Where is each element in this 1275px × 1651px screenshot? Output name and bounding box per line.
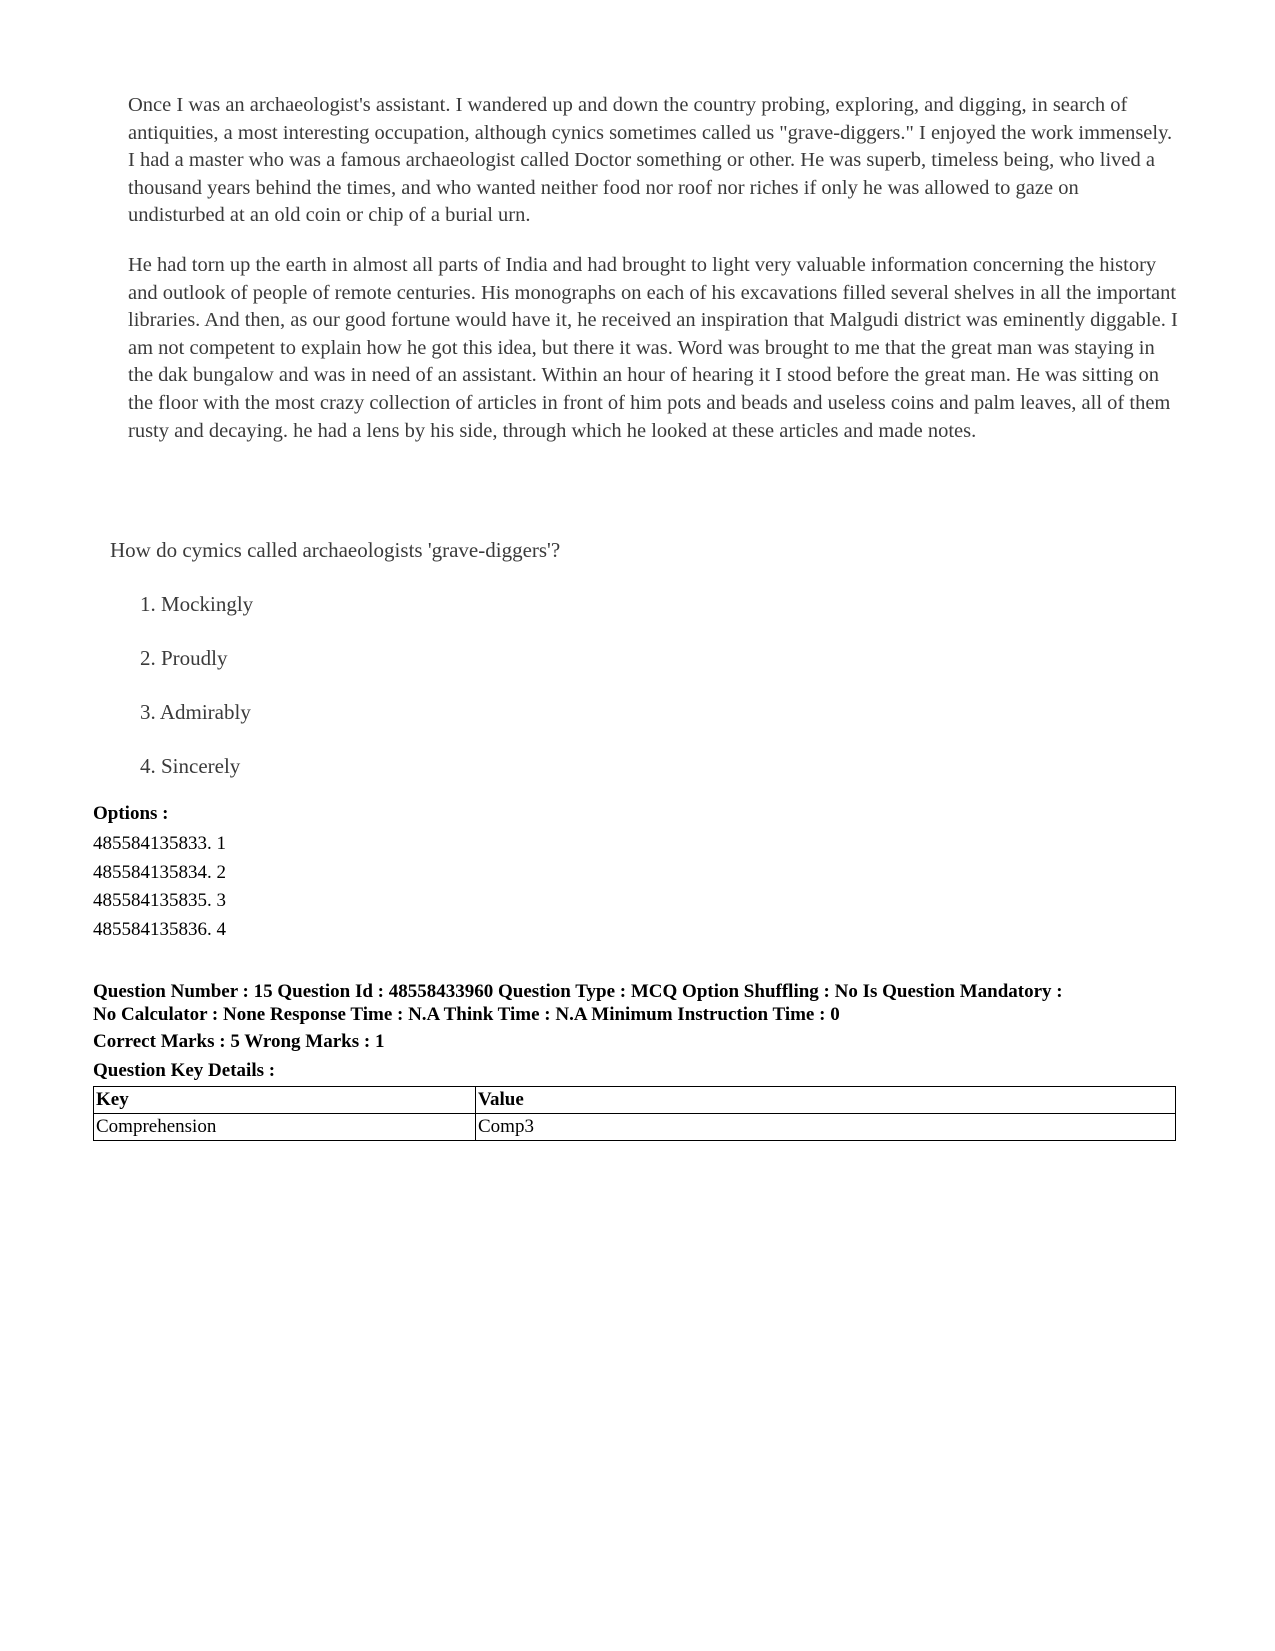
choice-item: 2. Proudly: [140, 646, 228, 670]
row-key: Comprehension: [94, 1114, 476, 1141]
key-details-label: Question Key Details :: [93, 1060, 276, 1081]
key-details-table: [93, 1086, 1176, 1141]
question-text: How do cymics called archaeologists 'grave-diggers'?: [110, 538, 561, 562]
answer-choices: [140, 592, 253, 808]
option-id-row: 485584135836. 4: [93, 918, 226, 940]
table-row: [94, 1114, 1176, 1141]
header-key: Key: [94, 1087, 476, 1114]
passage-paragraph-2: He had torn up the earth in almost all parts of India and had brought to light very valuable information concerning the history and outlook of people of remote centuries. His monographs on each of his excavations filled several shelves in all the important libraries. And then, as our good fortune would have it, he received an inspiration that Malgudi district was eminently diggable. I am not competent to explain how he got this idea, but there it was. Word was brought to me that the great man was staying in the dak bungalow and was in need of an assistant. Within an hour of hearing it I stood before the great man. He was sitting on the floor with the most crazy collection of articles in front of him pots and beads and useless coins and palm leaves, all of them rusty and decaying. he had a lens by his side, through which he looked at these articles and made notes.: [128, 253, 1178, 442]
choice-item: 4. Sincerely: [140, 754, 241, 778]
choice-item: 3. Admirably: [140, 700, 251, 724]
options-label: Options :: [93, 803, 169, 824]
metadata-line-1: Question Number : 15 Question Id : 48558433960 Question Type : MCQ Option Shuffling : No Is Question Mandatory :: [93, 981, 1063, 1002]
marks-line: Correct Marks : 5 Wrong Marks : 1: [93, 1031, 385, 1052]
header-value: Value: [476, 1087, 1176, 1114]
table-header-row: [94, 1087, 1176, 1114]
comprehension-passage: [128, 92, 1178, 467]
choice-item: 1. Mockingly: [140, 592, 254, 616]
row-value: Comp3: [476, 1114, 1176, 1141]
option-id-row: 485584135835. 3: [93, 890, 226, 911]
option-id-row: 485584135834. 2: [93, 861, 226, 883]
metadata-line-2: No Calculator : None Response Time : N.A Think Time : N.A Minimum Instruction Time : 0: [93, 1004, 840, 1025]
options-list: [93, 830, 226, 944]
question-metadata: [93, 980, 1183, 1026]
passage-paragraph-1: Once I was an archaeologist's assistant. I wandered up and down the country probing, exploring, and digging, in search of antiquities, a most interesting occupation, although cynics sometimes called us "grave-diggers." I enjoyed the work immensely. I had a master who was a famous archaeologist called Doctor something or other. He was superb, timeless being, who lived a thousand years behind the times, and who wanted neither food nor roof nor riches if only he was allowed to gaze on undisturbed at an old coin or chip of a burial urn.: [128, 94, 1173, 227]
option-id-row: 485584135833. 1: [93, 833, 226, 854]
